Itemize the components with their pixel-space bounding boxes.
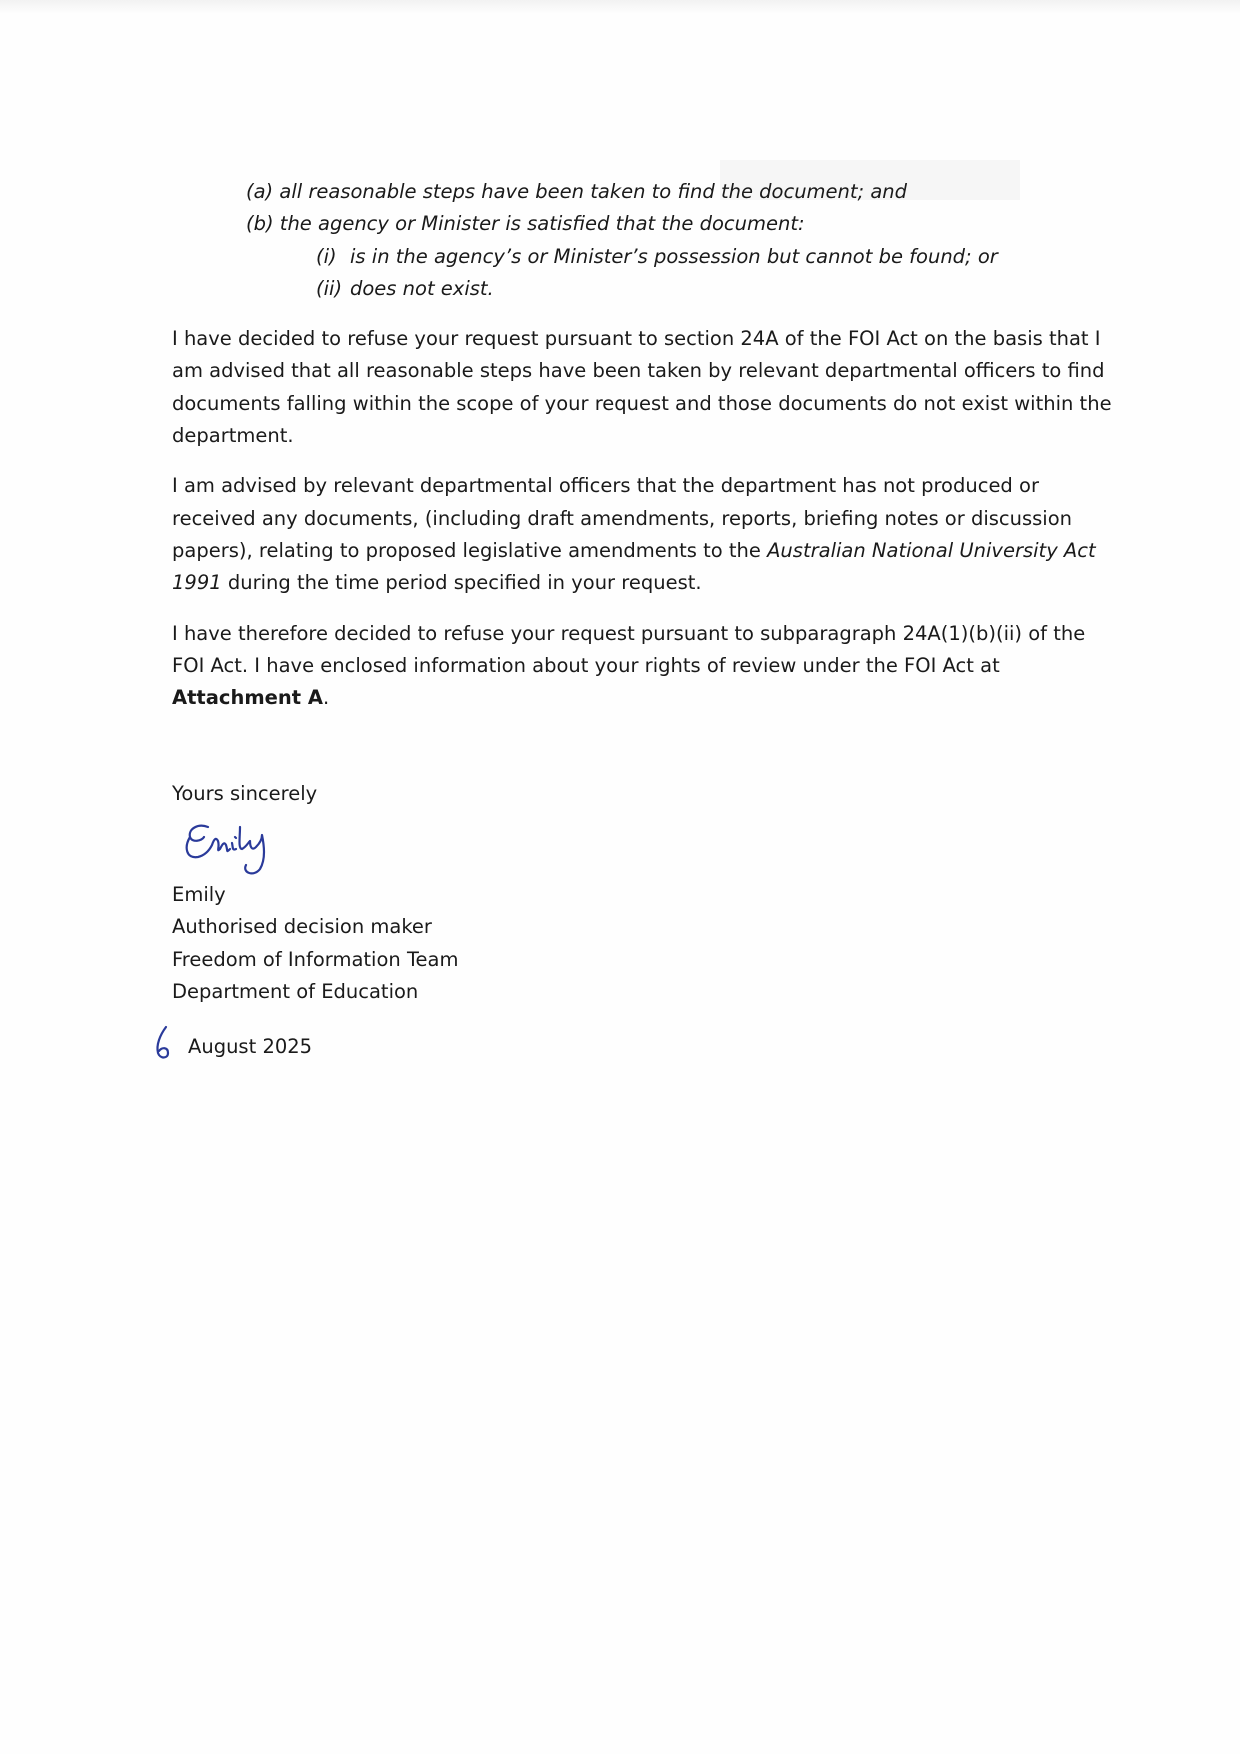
sub-criteria-text: is in the agency’s or Minister’s possession but cannot be found; or	[350, 244, 998, 268]
signatory-role: Authorised decision maker	[172, 915, 432, 939]
sub-criteria-label: (i)	[316, 244, 337, 268]
letter-date	[172, 1031, 1122, 1065]
letter-body	[172, 176, 1122, 1065]
handwritten-day-icon	[152, 1023, 176, 1063]
criteria-text: the agency or Minister is satisfied that the document:	[279, 212, 805, 236]
sub-criteria-label: (ii)	[316, 276, 343, 300]
decision-paragraph: I have decided to refuse your request pursuant to section 24A of the FOI Act on the basis that I am advised that all reasonable steps have been taken by relevant departmental officers to find documents falling within the scope of your request and those documents do not exist within the department.	[172, 327, 1112, 448]
criteria-item-b	[246, 208, 1122, 240]
advice-text-end: during the time period specified in your request.	[221, 571, 702, 595]
advice-text-start: I am advised by relevant departmental officers that the department has not produced or received any documents, (including draft amendments, reports, briefing notes or discussion papers), relating to proposed legislative amendments to the	[172, 474, 1073, 562]
criteria-list	[246, 176, 1122, 305]
signatory-team: Freedom of Information Team	[172, 947, 459, 971]
sub-criteria-item-i	[316, 241, 1122, 273]
signatory-department: Department of Education	[172, 980, 419, 1004]
signature-block	[172, 879, 1122, 1009]
criteria-text: all reasonable steps have been taken to find the document; and	[279, 180, 908, 203]
criteria-label: (b)	[246, 212, 274, 236]
sub-criteria-item-ii	[316, 273, 1122, 305]
refusal-paragraph	[172, 618, 1122, 715]
refusal-text-start: I have therefore decided to refuse your request pursuant to subparagraph 24A(1)(b)(ii) of the FOI Act. I have enclosed information about your rights of review under the FOI Act at	[172, 621, 1086, 677]
date-month-year: August 2025	[188, 1034, 313, 1058]
signature-icon	[180, 815, 290, 879]
criteria-label: (a)	[246, 180, 274, 203]
criteria-item-a	[246, 176, 1122, 208]
handwritten-signature	[172, 819, 1122, 879]
sub-criteria-text: does not exist.	[350, 276, 494, 300]
closing-salutation: Yours sincerely	[172, 782, 318, 806]
signatory-name: Emily	[172, 882, 226, 906]
scan-edge	[0, 0, 1240, 14]
advice-paragraph	[172, 470, 1122, 599]
sub-criteria-list	[316, 241, 1122, 306]
refusal-text-end: .	[322, 686, 330, 710]
act-title: Australian National University Act 1991	[172, 538, 1096, 595]
attachment-reference: Attachment A	[172, 686, 323, 710]
